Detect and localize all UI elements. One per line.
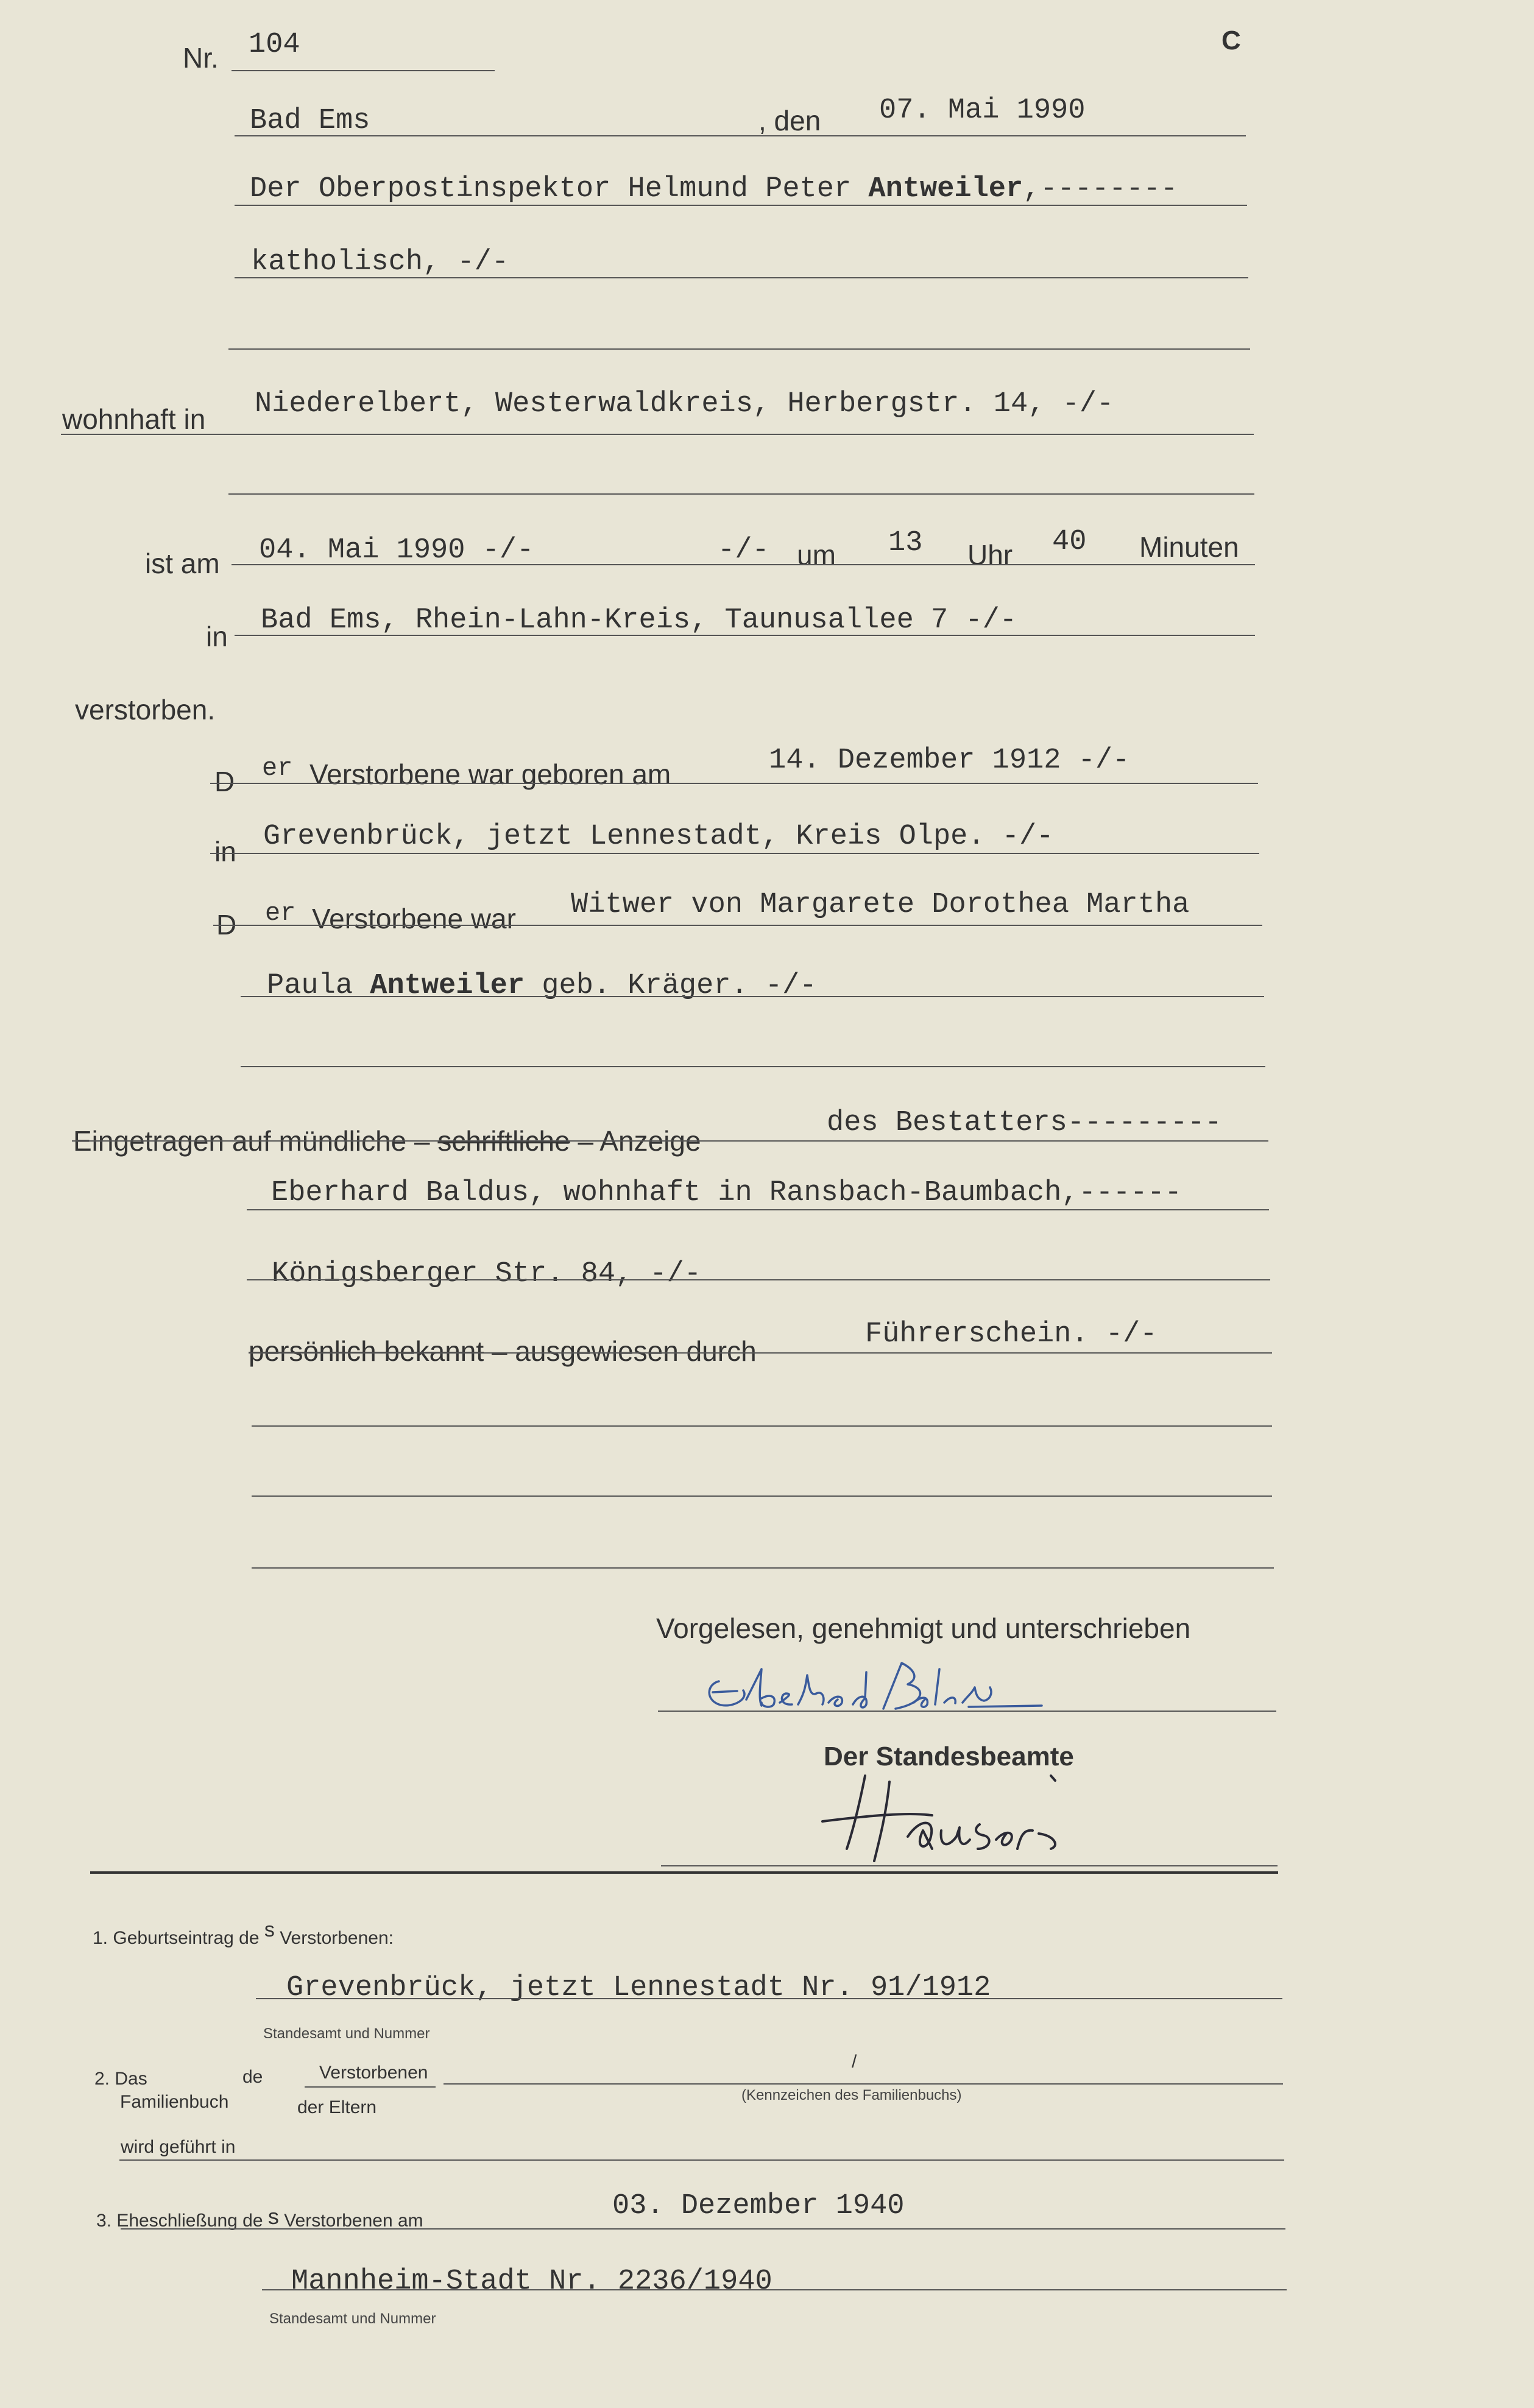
footer-2-verstorbenen: Verstorbenen [319, 2063, 428, 2083]
registration-label: Eingetragen auf mündliche – schriftliche – Anzeige [73, 1125, 701, 1157]
uhr-label: Uhr [967, 539, 1013, 571]
registrar-signature-line [661, 1865, 1278, 1866]
read-approved-text: Vorgelesen, genehmigt und unterschrieben [656, 1612, 1191, 1644]
birth-date-value: 14. Dezember 1912 -/- [769, 744, 1130, 777]
marital-label: Verstorbene war [312, 903, 516, 934]
footer-2-slash: / [852, 2052, 857, 2072]
person-line-2: katholisch, -/- [251, 246, 509, 278]
birth-date-line [210, 783, 1258, 784]
residence-line [61, 434, 1254, 435]
marital-line-1: Witwer von Margarete Dorothea Martha [571, 889, 1190, 921]
registration-line-2-rule [247, 1209, 1269, 1210]
birth-place-label: in [214, 836, 236, 867]
minuten-label: Minuten [1139, 531, 1239, 563]
footer-3-line [121, 2228, 1285, 2230]
verstorben-label: verstorben. [75, 694, 216, 726]
death-place-line [235, 635, 1255, 636]
date-separator: , den [758, 105, 821, 136]
footer-2-de: de [242, 2067, 263, 2087]
footer-1-value: Grevenbrück, jetzt Lennestadt Nr. 91/1912 [286, 1972, 991, 2004]
footer-2-wird: wird geführt in [121, 2137, 236, 2157]
identification-rule [249, 1352, 1272, 1354]
identification-value: Führerschein. -/- [865, 1318, 1158, 1351]
blank-rule-2 [252, 1495, 1272, 1497]
registrar-signature [810, 1764, 1127, 1873]
footer-3-value: 03. Dezember 1940 [612, 2190, 905, 2222]
marital-suffix: er [265, 899, 296, 928]
marital-line-3-rule [241, 1066, 1265, 1067]
footer-2-short-line [305, 2086, 436, 2088]
footer-1-label: 1. Geburtseintrag de s Verstorbenen: [93, 1918, 394, 1948]
marital-line-2-rule [241, 996, 1264, 997]
date-line [235, 135, 1246, 136]
footer-3-place-line [262, 2289, 1287, 2290]
place-value: Bad Ems [250, 105, 370, 137]
footer-3-label: 3. Eheschließung de s Verstorbenen am [96, 2204, 423, 2231]
registration-line-2: Eberhard Baldus, wohnhaft in Ransbach-Baumbach,------ [271, 1177, 1182, 1209]
blank-rule-1 [252, 1425, 1272, 1427]
footer-divider [90, 1871, 1278, 1874]
registration-line-3: Königsberger Str. 84, -/- [272, 1258, 702, 1290]
registration-line-1: des Bestatters--------- [827, 1107, 1222, 1139]
death-minute: 40 [1052, 526, 1087, 558]
footer-3-caption: Standesamt und Nummer [269, 2311, 436, 2327]
nr-value: 104 [249, 29, 300, 61]
nr-label: Nr. [183, 42, 219, 74]
footer-2-eltern: der Eltern [297, 2097, 377, 2117]
footer-2-familienbuch: Familienbuch [120, 2092, 229, 2112]
marital-prefix: D [216, 909, 237, 941]
residence-label: wohnhaft in [62, 403, 206, 435]
birth-place-value: Grevenbrück, jetzt Lennestadt, Kreis Olpe. -/- [263, 821, 1054, 853]
person-line-1: Der Oberpostinspektor Helmund Peter Antweiler,-------- [250, 173, 1178, 205]
registration-line-3-rule [247, 1279, 1270, 1280]
death-date-label: ist am [145, 548, 220, 579]
date-value: 07. Mai 1990 [879, 94, 1086, 127]
residence-value: Niederelbert, Westerwaldkreis, Herbergstr. 14, -/- [255, 388, 1114, 420]
marital-line-2: Paula Antweiler geb. Kräger. -/- [267, 970, 817, 1002]
footer-2-caption: (Kennzeichen des Familienbuchs) [741, 2087, 962, 2103]
footer-2-number: 2. Das [94, 2069, 147, 2089]
footer-3-place: Mannheim-Stadt Nr. 2236/1940 [291, 2265, 772, 2298]
blank-line [228, 348, 1250, 350]
registrar-label: Der Standesbeamte [824, 1742, 1074, 1771]
um-label: um [797, 539, 836, 571]
birth-label: Verstorbene war geboren am [309, 758, 671, 790]
death-date-dash: -/- [718, 534, 769, 567]
marital-line-1-rule [213, 925, 1262, 926]
footer-1-line [256, 1998, 1282, 1999]
birth-place-line [210, 853, 1259, 854]
nr-line [232, 70, 495, 71]
corner-letter: C [1221, 26, 1241, 55]
death-place-label: in [206, 621, 228, 652]
informant-signature [701, 1651, 1066, 1730]
person-line-2-rule [235, 277, 1248, 278]
footer-1-caption: Standesamt und Nummer [263, 2025, 430, 2042]
informant-signature-line [658, 1711, 1276, 1712]
birth-prefix: D [214, 766, 235, 797]
registration-line-1-rule [72, 1140, 1268, 1142]
death-date-value: 04. Mai 1990 -/- [259, 534, 534, 567]
residence-line-2 [228, 493, 1254, 495]
footer-2-line [444, 2083, 1283, 2085]
footer-2-wird-line [119, 2159, 1284, 2161]
birth-suffix: er [262, 754, 293, 783]
blank-rule-3 [252, 1567, 1274, 1569]
death-date-line [232, 564, 1255, 565]
person-line-1-rule [235, 205, 1247, 206]
death-place-value: Bad Ems, Rhein-Lahn-Kreis, Taunusallee 7 -/- [261, 604, 1017, 637]
identification-label: persönlich bekannt – ausgewiesen durch [249, 1335, 757, 1367]
death-hour: 13 [888, 527, 923, 559]
